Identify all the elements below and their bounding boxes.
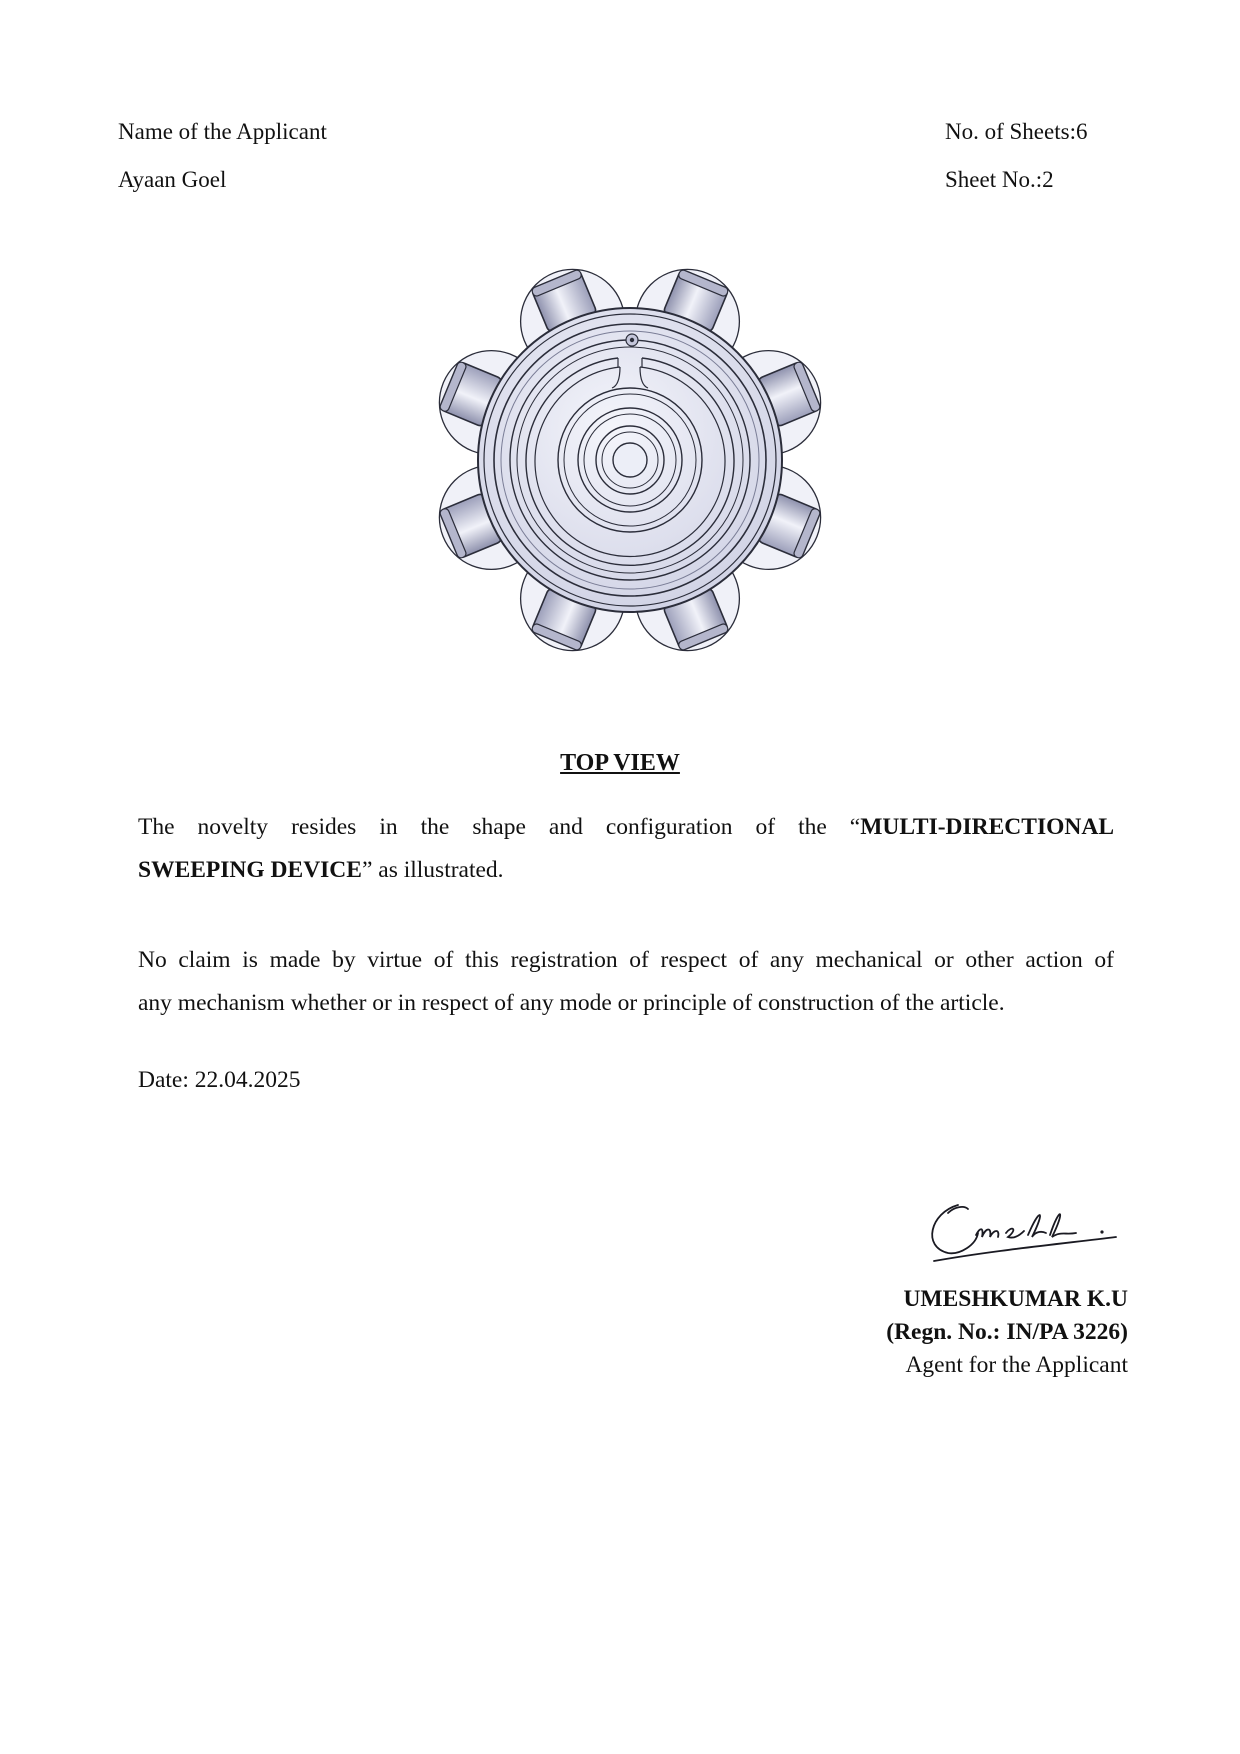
agent-signature bbox=[920, 1195, 1125, 1275]
novelty-text: The novelty resides in the shape and configuration of the “ bbox=[138, 814, 861, 840]
sheet-number: Sheet No.:2 bbox=[945, 167, 1054, 192]
agent-role: Agent for the Applicant bbox=[905, 1352, 1128, 1378]
product-name-part-2: SWEEPING DEVICE bbox=[138, 857, 362, 883]
applicant-label: Name of the Applicant bbox=[118, 119, 327, 144]
disclaimer-line-2: any mechanism whether or in respect of any mode or principle of construction of the article. bbox=[138, 990, 1005, 1016]
screw-icon bbox=[626, 334, 638, 346]
applicant-name: Ayaan Goel bbox=[118, 167, 227, 192]
novelty-line-2 bbox=[138, 849, 1114, 892]
agent-name: UMESHKUMAR K.U bbox=[903, 1286, 1128, 1312]
sheets-total: No. of Sheets:6 bbox=[945, 119, 1088, 144]
filing-date: Date: 22.04.2025 bbox=[138, 1067, 301, 1093]
disclaimer-line-1: No claim is made by virtue of this registration of respect of any mechanical or other action of bbox=[138, 947, 1114, 973]
figure-caption: TOP VIEW bbox=[560, 750, 680, 776]
novelty-suffix: ” as illustrated. bbox=[361, 857, 504, 883]
product-name-part-1: MULTI-DIRECTIONAL bbox=[860, 814, 1114, 840]
device-top-view-drawing bbox=[410, 240, 850, 680]
agent-registration: (Regn. No.: IN/PA 3226) bbox=[886, 1319, 1128, 1345]
novelty-line-1 bbox=[138, 806, 1114, 849]
